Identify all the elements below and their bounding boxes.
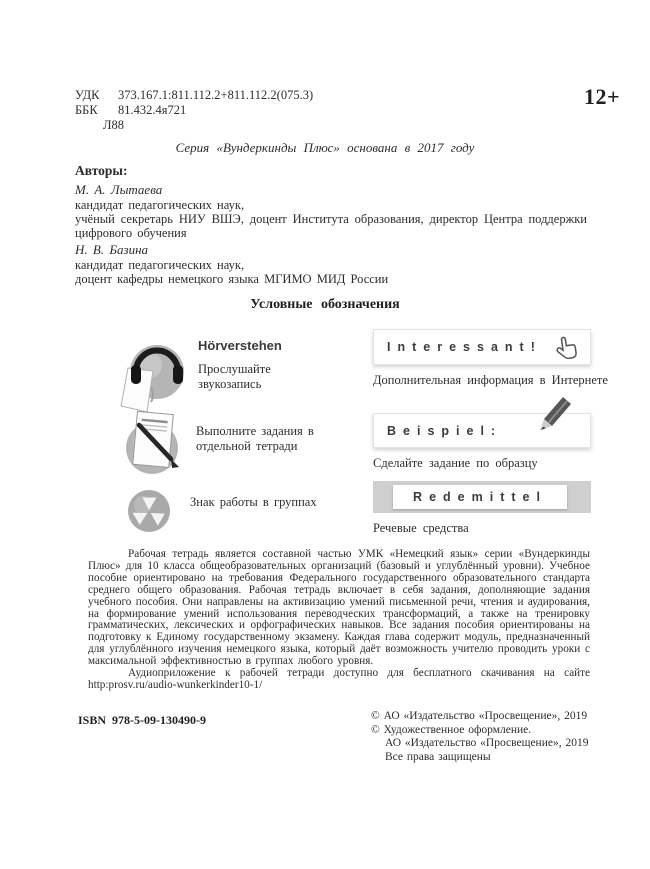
age-rating-badge: 12+: [583, 84, 620, 109]
redemittel-caption: Речевые средства: [373, 521, 469, 535]
annotation-text: [88, 549, 590, 692]
interessant-box: [373, 329, 591, 365]
author-name: М. А. Лытаева: [75, 182, 163, 197]
interessant-caption: Дополнительная информация в Интернете: [373, 373, 608, 387]
annotation-paragraph-2: Аудиоприложение к рабочей тетради доступно для бесплатного скачивания на сайте http:prosv.ru/audio-wunkerkinder10-1/: [88, 667, 590, 691]
redemittel-inner-box: [393, 485, 567, 509]
legend-item-audio: [118, 332, 286, 421]
hand-cursor-icon: [554, 333, 582, 368]
copyright-line: © Художественное оформление.: [371, 723, 532, 736]
isbn-label: ISBN: [78, 713, 107, 727]
annotation-paragraph-1: Рабочая тетрадь является составной частью УМК «Немецкий язык» серии «Вундеркинды Плюс» для 10 класса общеобразовательных организаций (базовый и углублённый уровни). Учебное пособие ориентировано на требования Федерального государственного образовательного стандарта среднего общего образования. Рабочая тетрадь включает в себя задания, дополняющие задания учебного пособия. Они направлены на активизацию умений письменной речи, чтения и аудирования, на формирование умений использования переводческих трансформаций, а также на тренировку грамматических, лексических и орфографических навыков. Все задания пособия ориентированы на подготовку к Единому государственному экзамену. Каждая глава содержит модуль, предназначенный для углублённого изучения немецкого языка, который даёт возможность учителю проводить уроки с максимальной эффективностью в группах любого уровня.: [88, 548, 590, 668]
beispiel-label: Beispiel:: [387, 424, 503, 438]
legend-notebook-caption: Выполните задания в отдельной тетради: [196, 424, 314, 453]
redemittel-label: Redemittel: [413, 490, 547, 504]
authors-heading: Авторы:: [75, 163, 128, 178]
legend-item-notebook: [120, 410, 324, 481]
legend-item-group: [126, 488, 350, 539]
copyright-line: Все права защищены: [385, 750, 491, 763]
copyright-line: © АО «Издательство «Просвещение», 2019: [371, 710, 588, 722]
isbn-line: [78, 713, 206, 728]
bibliographic-codes: [75, 88, 313, 133]
bbk-value: 81.432.4я721: [118, 103, 187, 117]
author-name: Н. В. Базина: [75, 242, 149, 257]
headphones-audio-icon: [118, 332, 190, 421]
pencil-icon: [536, 395, 576, 440]
notebook-pencil-icon: [120, 410, 188, 481]
isbn-value: 978-5-09-130490-9: [112, 713, 206, 727]
group-work-icon: [126, 488, 172, 539]
copyright-block: [371, 710, 588, 764]
legend-heading: Условные обозначения: [250, 297, 400, 312]
udc-value: 373.167.1:811.112.2+811.112.2(075.3): [118, 88, 314, 102]
legend-audio-caption: Прослушайте звукозапись: [198, 362, 271, 391]
interessant-label: Interessant!: [387, 340, 542, 354]
author-credential: кандидат педагогических наук,: [75, 198, 245, 212]
authors-section: [75, 163, 587, 286]
author-credential: кандидат педагогических наук,: [75, 258, 245, 272]
udc-label: УДК: [75, 88, 100, 102]
beispiel-caption: Сделайте задание по образцу: [373, 456, 538, 470]
redemittel-box: [373, 481, 591, 513]
book-code: Л88: [103, 118, 124, 132]
legend-audio-title: Hörverstehen: [198, 338, 282, 353]
copyright-line: АО «Издательство «Просвещение», 2019: [385, 737, 589, 749]
bbk-label: ББК: [75, 103, 98, 117]
author-credential: доцент кафедры немецкого языка МГИМО МИД России: [75, 272, 389, 286]
author-credential: учёный секретарь НИУ ВШЭ, доцент Института образования, директор Центра поддержки цифрового обучения: [75, 212, 587, 240]
series-note: Серия «Вундеркинды Плюс» основана в 2017 году: [175, 140, 475, 155]
beispiel-box: [373, 413, 591, 448]
legend-group-caption: Знак работы в группах: [190, 495, 317, 509]
